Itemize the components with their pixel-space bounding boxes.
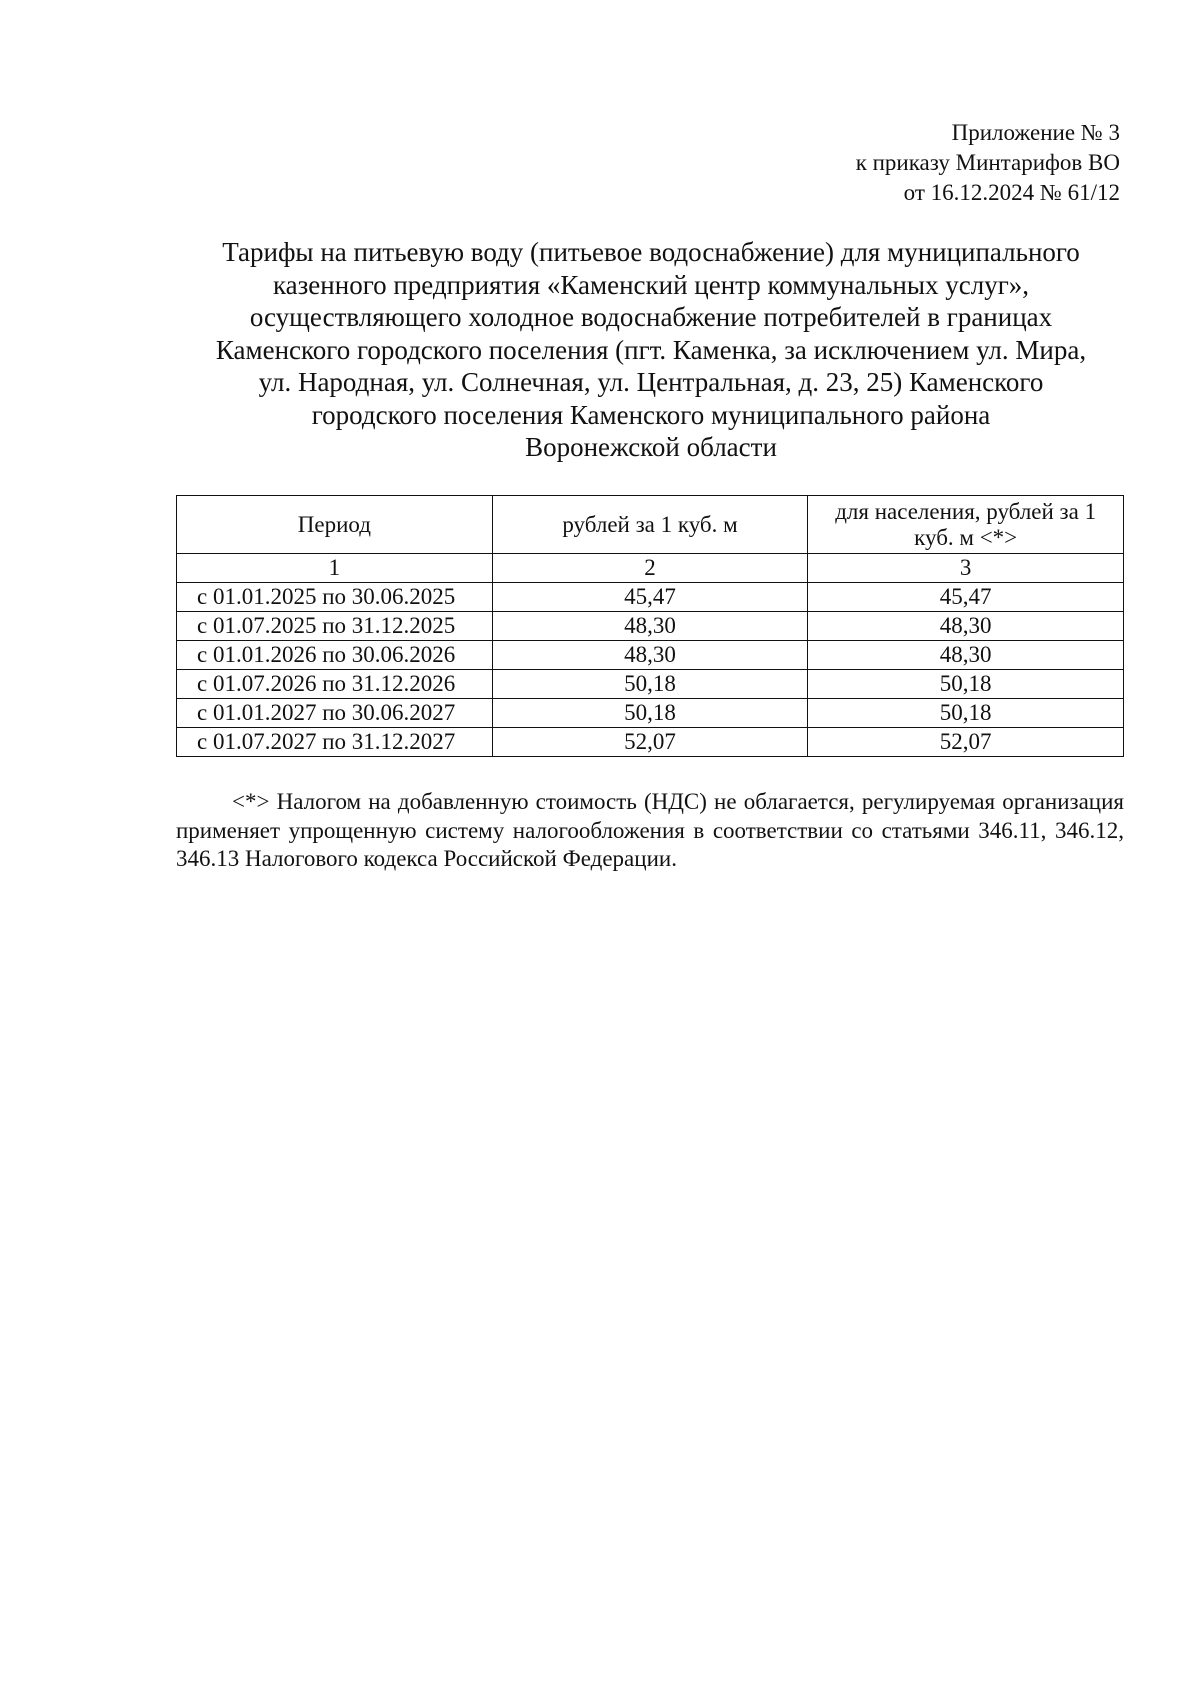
title-line: Тарифы на питьевую воду (питьевое водоснабжение) для муниципального xyxy=(222,237,1080,267)
row-period: с 01.07.2026 по 31.12.2026 xyxy=(177,670,493,699)
appendix-date: от 16.12.2024 № 61/12 xyxy=(903,180,1120,205)
table-row xyxy=(177,728,1124,757)
column-number: 3 xyxy=(808,554,1124,583)
row-period: с 01.07.2027 по 31.12.2027 xyxy=(177,728,493,757)
title-line: казенного предприятия «Каменский центр коммунальных услуг», xyxy=(272,269,1030,300)
appendix-order: к приказу Минтарифов ВО xyxy=(855,150,1120,175)
header-period: Период xyxy=(177,496,493,554)
document-title xyxy=(176,236,1126,464)
column-number: 1 xyxy=(177,554,493,583)
footnote-text: <*> Налогом на добавленную стоимость (НДС) не облагается, регулируемая организация применяет упрощенную систему налогообложения в соответствии со статьями 346.11, 346.12, 346.13 Налогового кодекса Российской Федерации. xyxy=(176,789,1124,871)
column-number-row xyxy=(177,554,1124,583)
row-price: 48,30 xyxy=(492,641,808,670)
title-line: Воронежской области xyxy=(525,432,777,462)
row-price: 48,30 xyxy=(492,612,808,641)
title-line: городского поселения Каменского муниципального района xyxy=(311,399,991,430)
appendix-reference xyxy=(856,118,1120,208)
row-period: с 01.01.2025 по 30.06.2025 xyxy=(177,583,493,612)
row-period: с 01.01.2026 по 30.06.2026 xyxy=(177,641,493,670)
row-price: 50,18 xyxy=(492,670,808,699)
row-period: с 01.07.2025 по 31.12.2025 xyxy=(177,612,493,641)
table-row xyxy=(177,699,1124,728)
row-population-price: 50,18 xyxy=(808,670,1124,699)
appendix-number: Приложение № 3 xyxy=(951,120,1120,145)
table-row xyxy=(177,583,1124,612)
row-population-price: 52,07 xyxy=(808,728,1124,757)
table-row xyxy=(177,670,1124,699)
header-population-line2: куб. м <*> xyxy=(914,524,1018,550)
row-price: 52,07 xyxy=(492,728,808,757)
table-row xyxy=(177,612,1124,641)
title-line: осуществляющего холодное водоснабжение потребителей в границах xyxy=(249,302,1053,332)
table-header-row xyxy=(177,496,1124,554)
row-population-price: 50,18 xyxy=(808,699,1124,728)
title-line: ул. Народная, ул. Солнечная, ул. Центральная, д. 23, 25) Каменского xyxy=(258,367,1044,397)
row-period: с 01.01.2027 по 30.06.2027 xyxy=(177,699,493,728)
header-population xyxy=(808,496,1124,554)
header-population-line1: для населения, рублей за 1 xyxy=(835,498,1097,524)
row-population-price: 45,47 xyxy=(808,583,1124,612)
row-price: 45,47 xyxy=(492,583,808,612)
row-population-price: 48,30 xyxy=(808,612,1124,641)
column-number: 2 xyxy=(492,554,808,583)
tariffs-table xyxy=(176,495,1124,757)
title-line: Каменского городского поселения (пгт. Каменка, за исключением ул. Мира, xyxy=(215,334,1087,365)
footnote xyxy=(176,788,1124,874)
row-price: 50,18 xyxy=(492,699,808,728)
header-price: рублей за 1 куб. м xyxy=(492,496,808,554)
row-population-price: 48,30 xyxy=(808,641,1124,670)
table-row xyxy=(177,641,1124,670)
